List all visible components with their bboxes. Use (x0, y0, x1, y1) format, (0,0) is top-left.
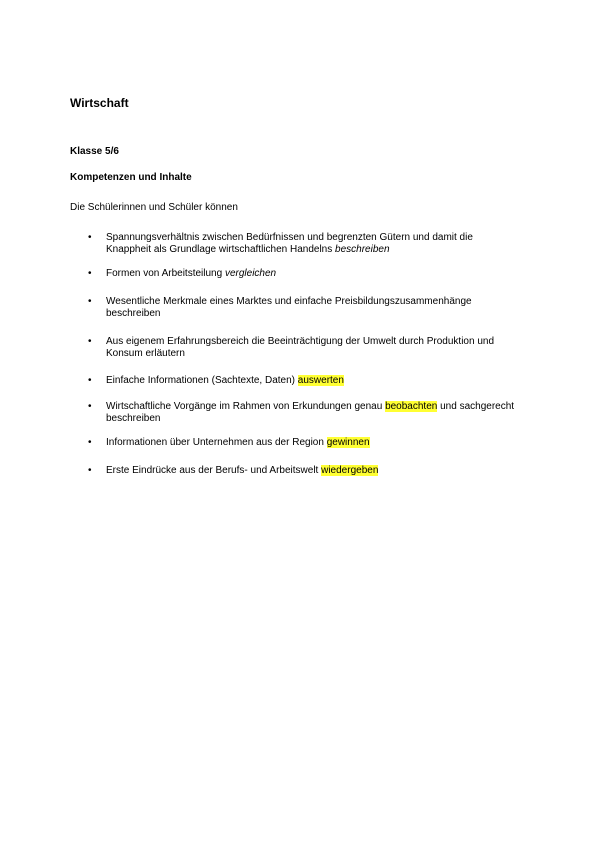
item-verb-highlight: beobachten (385, 401, 438, 412)
bullet-icon: • (88, 401, 92, 412)
item-text: Wirtschaftliche Vorgänge im Rahmen von Erkundungen genau (106, 401, 386, 412)
intro-text: Die Schülerinnen und Schüler können (70, 202, 238, 213)
list-item-text (106, 232, 518, 255)
item-verb-italic: vergleichen (224, 268, 277, 279)
bullet-icon: • (88, 437, 92, 448)
list-item (88, 336, 518, 359)
list-item (88, 232, 518, 255)
item-verb-italic: beschreiben (335, 243, 390, 255)
list-item-text (106, 437, 518, 449)
bullet-icon: • (88, 296, 92, 307)
bullet-icon: • (88, 268, 92, 279)
bullet-icon: • (88, 375, 92, 386)
item-text-after: und sachgerecht beschreiben (106, 401, 515, 424)
list-item-text (106, 465, 518, 477)
item-text: Erste Eindrücke aus der Berufs- und Arbeitswelt (106, 465, 322, 476)
section-heading: Kompetenzen und Inhalte (70, 172, 192, 183)
bullet-icon: • (88, 336, 92, 347)
item-text: Einfache Informationen (Sachtexte, Daten) (106, 375, 298, 386)
list-item-text (106, 296, 518, 319)
list-item (88, 268, 518, 280)
item-verb-highlight: wiedergeben (321, 465, 379, 476)
item-text: Wesentliche Merkmale eines Marktes und einfache Preisbildungszusammenhänge beschreiben (106, 296, 472, 319)
item-text: Aus eigenem Erfahrungsbereich die Beeinträchtigung der Umwelt durch Produktion und Konsum erläutern (106, 336, 495, 359)
list-item-text (106, 336, 518, 359)
item-verb-highlight: gewinnen (326, 437, 370, 448)
list-item (88, 375, 518, 387)
item-text: Spannungsverhältnis zwischen Bedürfnissen und begrenzten Gütern und damit die Knappheit als Grundlage wirtschaftlichen Handelns (106, 232, 473, 255)
item-text: Formen von Arbeitsteilung (106, 268, 225, 279)
bullet-icon: • (88, 232, 92, 243)
item-verb-highlight: auswerten (297, 375, 344, 386)
list-item (88, 437, 518, 449)
list-item (88, 296, 518, 319)
item-text: Informationen über Unternehmen aus der Region (106, 437, 327, 448)
list-item-text (106, 268, 518, 280)
bullet-icon: • (88, 465, 92, 476)
list-item-text (106, 375, 518, 387)
list-item (88, 401, 518, 424)
grade-label: Klasse 5/6 (70, 146, 119, 157)
page-title: Wirtschaft (70, 96, 129, 110)
list-item-text (106, 401, 518, 424)
list-item (88, 465, 518, 477)
